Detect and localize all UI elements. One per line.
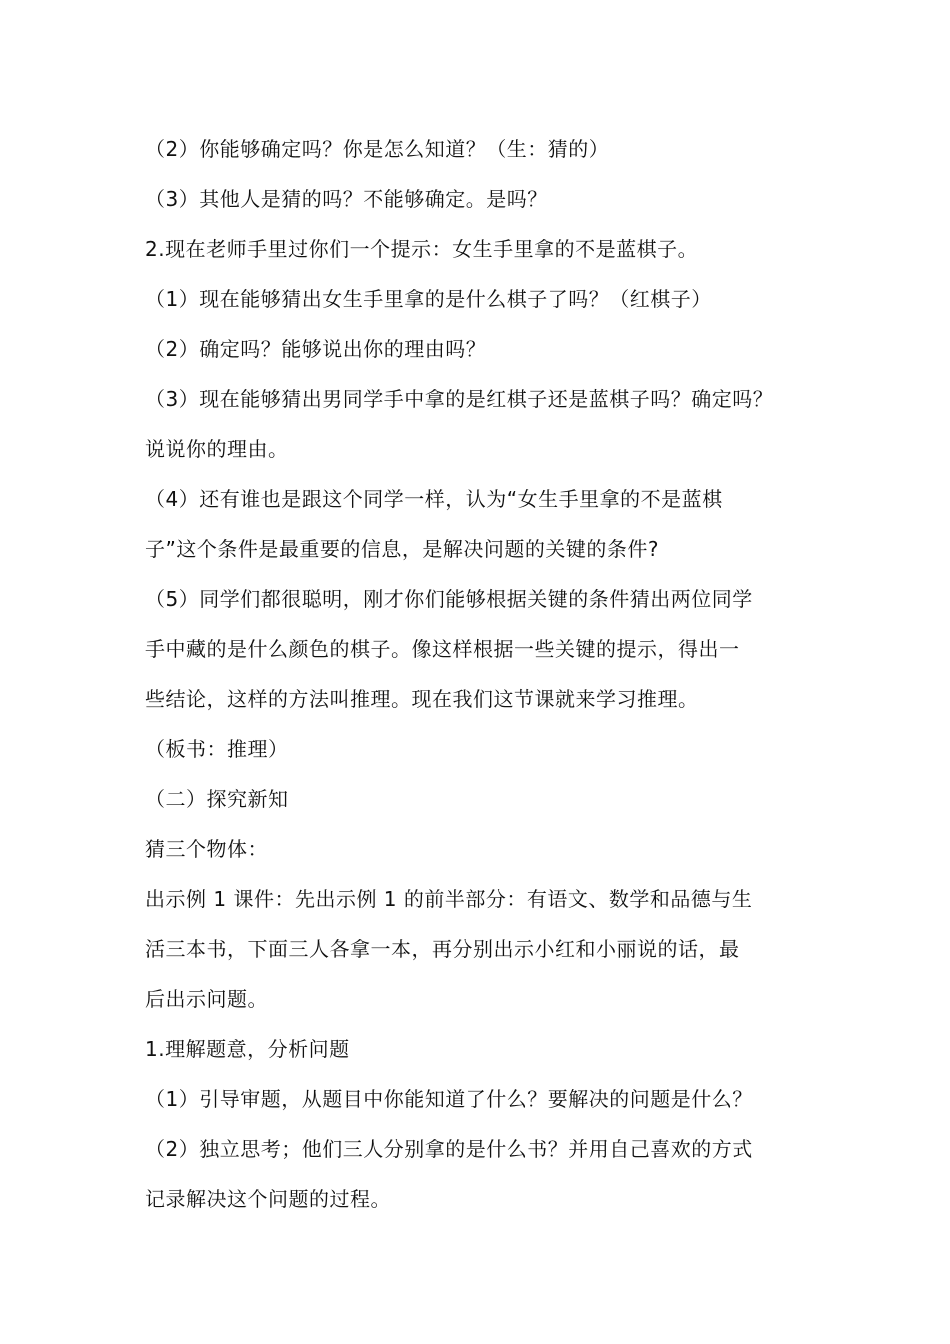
text-line: 后出示问题。 (145, 987, 268, 1011)
text-line: （2）确定吗？能够说出你的理由吗？ (145, 337, 487, 361)
text-line: （3）现在能够猜出男同学手中拿的是红棋子还是蓝棋子吗？确定吗？ (145, 387, 774, 411)
text-line: 子”这个条件是最重要的信息，是解决问题的关键的条件? (145, 537, 659, 561)
text-line: 出示例 1 课件：先出示例 1 的前半部分：有语文、数学和品德与生 (145, 887, 753, 911)
text-line: 手中藏的是什么颜色的棋子。像这样根据一些关键的提示，得出一 (145, 637, 740, 661)
text-line: （2）独立思考；他们三人分别拿的是什么书？并用自己喜欢的方式 (145, 1137, 753, 1161)
text-line: （3）其他人是猜的吗？不能够确定。是吗？ (145, 187, 548, 211)
text-line: 记录解决这个问题的过程。 (145, 1187, 391, 1211)
text-line: 1.理解题意，分析问题 (145, 1037, 350, 1061)
text-line: 2.现在老师手里过你们一个提示：女生手里拿的不是蓝棋子。 (145, 237, 699, 261)
text-line: 活三本书，下面三人各拿一本，再分别出示小红和小丽说的话，最 (145, 937, 740, 961)
text-line: （2）你能够确定吗？你是怎么知道？（生：猜的） (145, 137, 610, 161)
text-line: （4）还有谁也是跟这个同学一样，认为“女生手里拿的不是蓝棋 (145, 487, 723, 511)
text-line: 些结论，这样的方法叫推理。现在我们这节课就来学习推理。 (145, 687, 699, 711)
text-line: 猜三个物体： (145, 837, 268, 861)
text-line: 说说你的理由。 (145, 437, 289, 461)
text-line: （5）同学们都很聪明，刚才你们能够根据关键的条件猜出两位同学 (145, 587, 753, 611)
section-heading: （二）探究新知 (145, 787, 289, 811)
text-line: （板书：推理） (145, 737, 289, 761)
text-line: （1）现在能够猜出女生手里拿的是什么棋子了吗？（红棋子） (145, 287, 712, 311)
text-line: （1）引导审题，从题目中你能知道了什么？要解决的问题是什么？ (145, 1087, 753, 1111)
